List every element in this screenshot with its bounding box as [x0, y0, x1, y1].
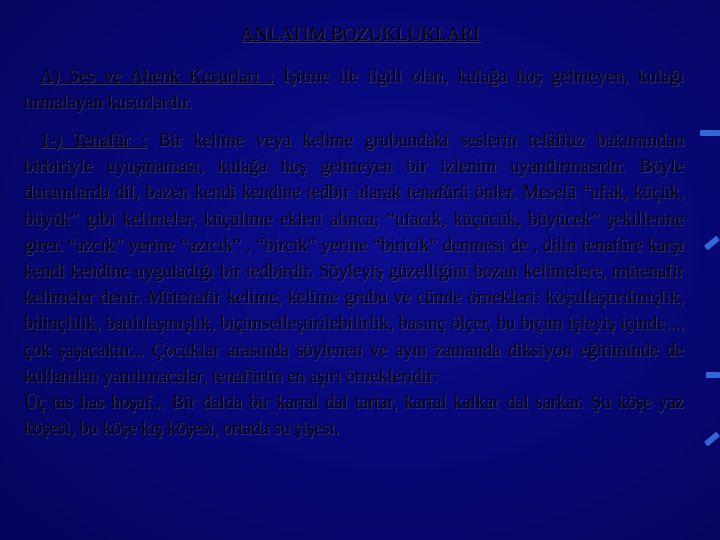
tongue-twister-text: Üç tas has hoşaf... Bir dalda bir kartal dal tartar, kartal kalkar dal sarkar. Şu köşe yaz köşesi, bu köşe kış köşesi, ortada su şişesi. [24, 393, 684, 440]
section-1-text: Bir kelime veya kelime grubundaki seslerin telâffuz bakımından birbiriyle uyuşmaması, kulağa hoş gelmeyen bir izlenim uyandırmasıdır. Böyle durumlarda dil, bazen kendi kendine tedbir alarak tenafürü önler. Meselâ “ufak, küçük, büyük” gibi kelimeler, küçültme ekleri alınca; “ufacık, küçücük, büyücek” şekillerine girer. “azcık” yerine “azıcık” , “bircik” yerine “biricik” denmesi de , dilin tenafüre karşı kendi kendine uyguladığı bir tedbirdir. Söyleyiş güzelliğini bozan kelimelere, mütenafir kelimeler denir. Mütenafir kelime, kelime grubu ve cümle örnekleri: koşullaştırılmışlık, bilinçlilik, batılılaşmışlık, biçimselleştirilebilirlik, basınç ölçer, bu biçim işleyiş içinde..., çok şaşacaktır... Çocuklar arasında söylenen ve aynı zamanda diksiyon eğitiminde de kullanılan yanıltmacalar, tenafürün en aşırı örnekleridir: [24, 131, 684, 387]
section-1-heading: 1-) Tenafür : [40, 131, 147, 151]
decorative-bar [700, 130, 720, 136]
slide-title-text: ANLATIM BOZUKLUKLARI [240, 24, 480, 45]
decorative-bar [706, 372, 720, 378]
section-a-paragraph [24, 64, 684, 116]
section-a-text: İşitme ile ilgili olan, kulağa hoş gelmeyen, kulağı tırmalayan kusurlardır. [24, 67, 685, 114]
section-a-heading: A) Ses ve Ahenk Kusurları : [40, 67, 274, 87]
decorative-bar [704, 236, 720, 251]
slide-title [0, 22, 720, 48]
section-1-paragraph [24, 128, 684, 442]
decorative-bar [704, 432, 720, 447]
